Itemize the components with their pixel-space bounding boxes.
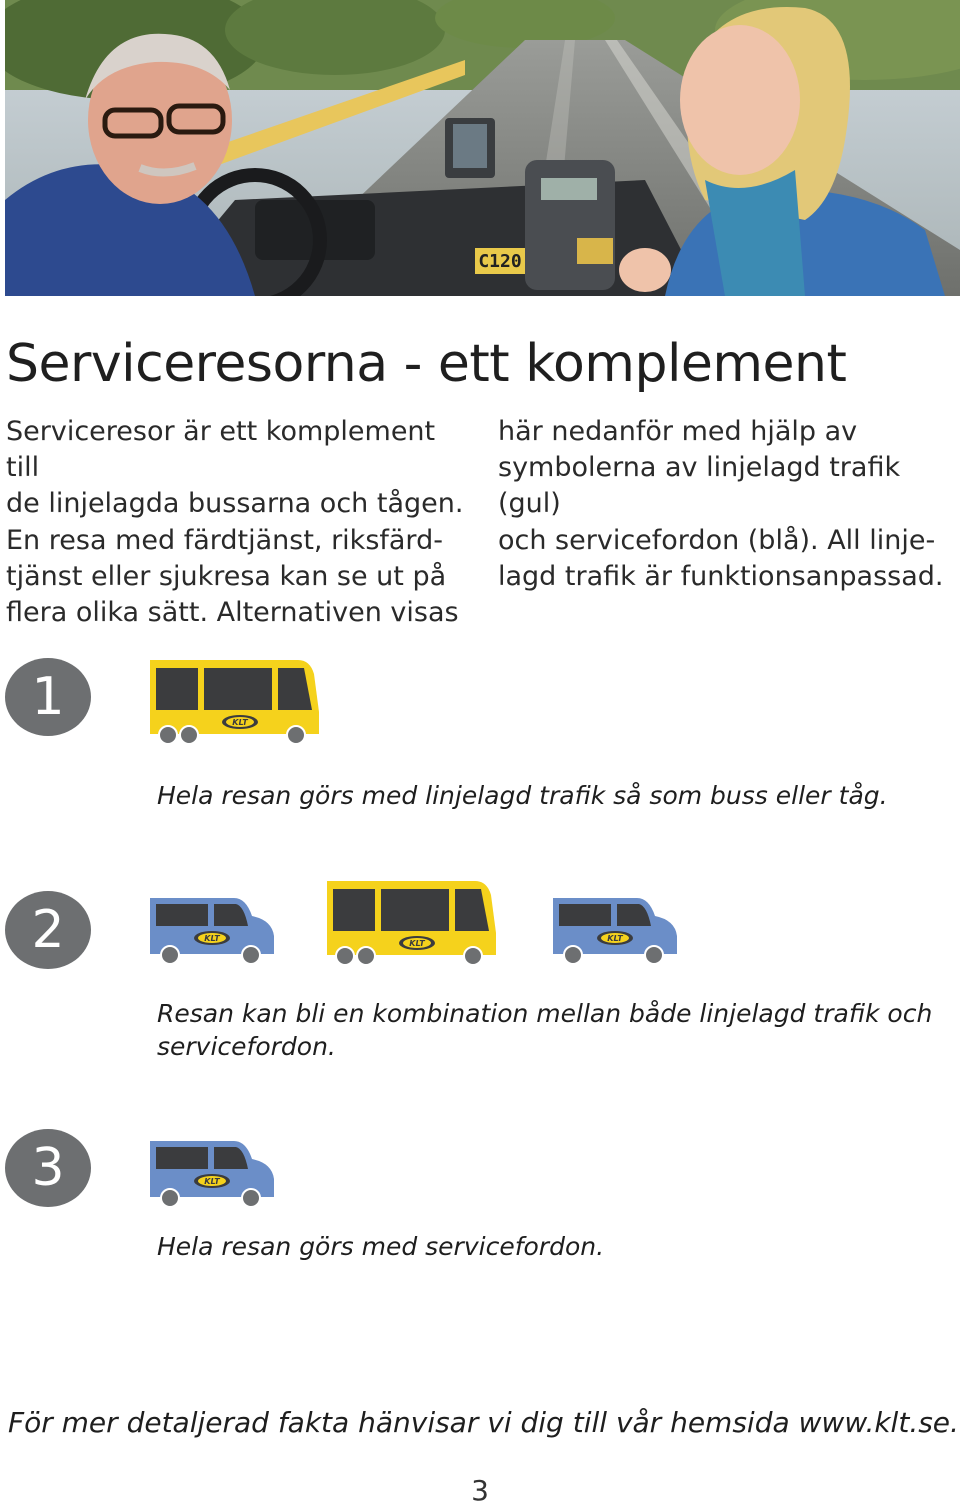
- intro-text-right: här nedanför med hjälp av symbolerna av linjelagd trafik (gul) och servicefordon (blå). All linje- lagd trafik är funktionsanpassad.: [498, 416, 944, 592]
- bus-driver-photo: [5, 0, 960, 296]
- step-1-badge: 1: [5, 658, 91, 736]
- klt-logo-text: KLT: [204, 1177, 220, 1186]
- van-icon: [551, 896, 679, 966]
- bus-icon: [325, 877, 497, 967]
- step-2-caption: Resan kan bli en kombination mellan både linjelagd trafik och servicefordon.: [157, 999, 933, 1061]
- step-2-badge: 2: [5, 891, 91, 969]
- page-number: 3: [471, 1474, 489, 1507]
- page-title: Serviceresorna - ett komplement: [6, 334, 847, 394]
- step-3-badge: 3: [5, 1129, 91, 1207]
- klt-logo-text: KLT: [232, 718, 248, 727]
- van-icon: [148, 896, 276, 966]
- step-1-caption: Hela resan görs med linjelagd trafik så som buss eller tåg.: [157, 781, 888, 810]
- klt-logo-text: KLT: [204, 934, 220, 943]
- header-photo: [5, 0, 960, 296]
- klt-logo-text: KLT: [409, 939, 425, 948]
- footer-text: För mer detaljerad fakta hänvisar vi dig till vår hemsida www.klt.se.: [8, 1406, 959, 1439]
- klt-logo-text: KLT: [607, 934, 623, 943]
- bus-sign-text: C120: [478, 251, 522, 272]
- van-icon: [148, 1139, 276, 1209]
- step-3-caption: Hela resan görs med servicefordon.: [157, 1232, 605, 1261]
- intro-text-left: Serviceresor är ett komplement till de linjelagda bussarna och tågen. En resa med färdtjänst, riksfärd- tjänst eller sjukresa kan se ut på flera olika sätt. Alternativen visas: [6, 416, 464, 629]
- bus-icon: [148, 656, 320, 746]
